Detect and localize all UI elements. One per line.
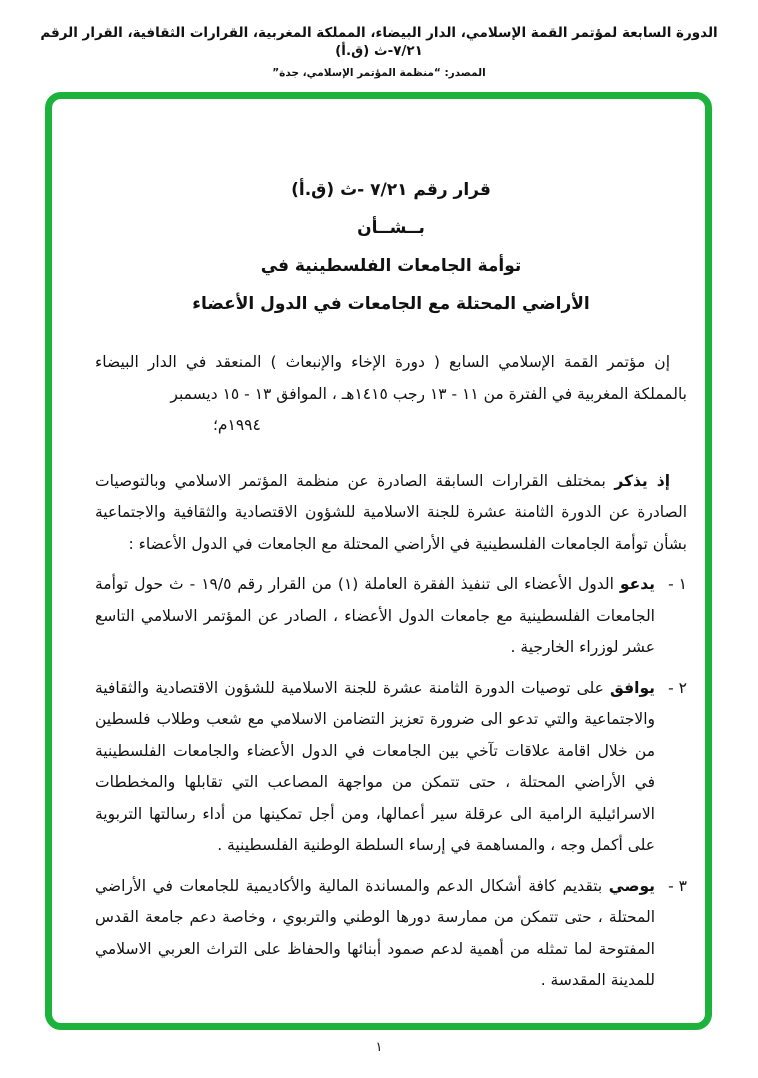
item-2-lead: يوافق — [610, 678, 655, 697]
page-number: ١ — [375, 1040, 383, 1055]
item-1-lead: يدعو — [619, 575, 656, 593]
header-source: المصدر: “منظمة المؤتمر الإسلامي، جدة” — [272, 67, 486, 79]
item-1-text: الدول الأعضاء الى تنفيذ الفقرة العاملة (١) من القرار رقم ١٩/٥ - ث حول توأمة الجامعات الفلسطينية مع جامعات الدول الأعضاء ، الصادر عن المؤتمر الاسلامي التاسع عشر لوزراء الخارجية . — [95, 575, 655, 656]
preamble-year-line: ١٩٩٤م؛ — [213, 416, 261, 434]
resolution-item-1 — [95, 569, 687, 664]
resolution-regarding-line: بــشــأن — [357, 218, 425, 238]
item-2-text: على توصيات الدورة الثامنة عشرة للجنة الاسلامية للشؤون الاقتصادية والثقافية والاجتماعية والتي تدعو الى ضرورة تعزيز التضامن الاسلامي مع شعب وطلاب فلسطين من خلال اقامة علاقات تآخي بين الجامعات في الدول الأعضاء والجامعات الفلسطينية في الأراضي المحتلة ، حتى تتمكن من مواجهة المصاعب التي تقابلها والمخططات الاسرائيلية الرامية الى عرقلة سير أعمالها، ومن أجل تمكينها من أداء رسالتها التربوية على أكمل وجه ، والمساهمة في إرساء السلطة الوطنية الفلسطينية . — [95, 678, 655, 854]
item-3-lead: يوصي — [608, 876, 655, 895]
preamble-paragraph-2 — [95, 466, 687, 561]
preamble-paragraph-2-lead: إذ يذكر — [614, 471, 671, 490]
preamble-paragraph-2-text: بمختلف القرارات السابقة الصادرة عن منظمة المؤتمر الاسلامي وبالتوصيات الصادرة عن الدورة الثامنة عشرة للجنة الاسلامية للشؤون الاقتصادية والثقافية والاجتماعية بشأن توأمة الجامعات الفلسطينية في الأراضي المحتلة مع الجامعات في الدول الأعضاء : — [95, 471, 687, 553]
item-1-body — [95, 569, 655, 664]
document-header — [0, 24, 758, 79]
resolution-items — [95, 569, 687, 997]
item-1-number: ١ - — [668, 575, 687, 593]
document-content — [95, 99, 687, 997]
header-citation: الدورة السابعة لمؤتمر القمة الإسلامي، الدار البيضاء، المملكة المغربية، القرارات الثقافية، القرار الرقم ٧/٢١-ث (ق.أ) — [40, 25, 718, 59]
item-2-body — [95, 673, 655, 862]
item-3-text: بتقديم كافة أشكال الدعم والمساندة المالية والأكاديمية للجامعات في الأراضي المحتلة ، حتى تتمكن من ممارسة دورها الوطني والتربوي ، وخاصة دعم جامعة القدس المفتوحة لما تمثله من أهمية لدعم صمود أبنائها والحفاظ على التراث العربي الاسلامي للمدينة المقدسة . — [95, 876, 655, 989]
item-3-body — [95, 871, 655, 997]
green-border-frame — [45, 92, 712, 1030]
resolution-subject-line-1: توأمة الجامعات الفلسطينية في — [260, 256, 522, 276]
item-3-number: ٣ - — [668, 876, 687, 895]
resolution-title — [95, 171, 687, 323]
preamble-paragraph-1 — [95, 347, 687, 410]
item-2-number: ٢ - — [668, 678, 687, 697]
resolution-item-3 — [95, 871, 687, 997]
resolution-subject-line-2: الأراضي المحتلة مع الجامعات في الدول الأعضاء — [192, 294, 590, 314]
resolution-item-2 — [95, 673, 687, 862]
preamble-paragraph-1-text: إن مؤتمر القمة الإسلامي السابع ( دورة الإخاء والإنبعاث ) المنعقد في الدار البيضاء بالمملكة المغربية في الفترة من ١١ - ١٣ رجب ١٤١٥هـ ، الموافق ١٣ - ١٥ ديسمبر — [95, 353, 687, 403]
resolution-number-line: قرار رقم ٧/٢١ -ث (ق.أ) — [291, 180, 491, 200]
